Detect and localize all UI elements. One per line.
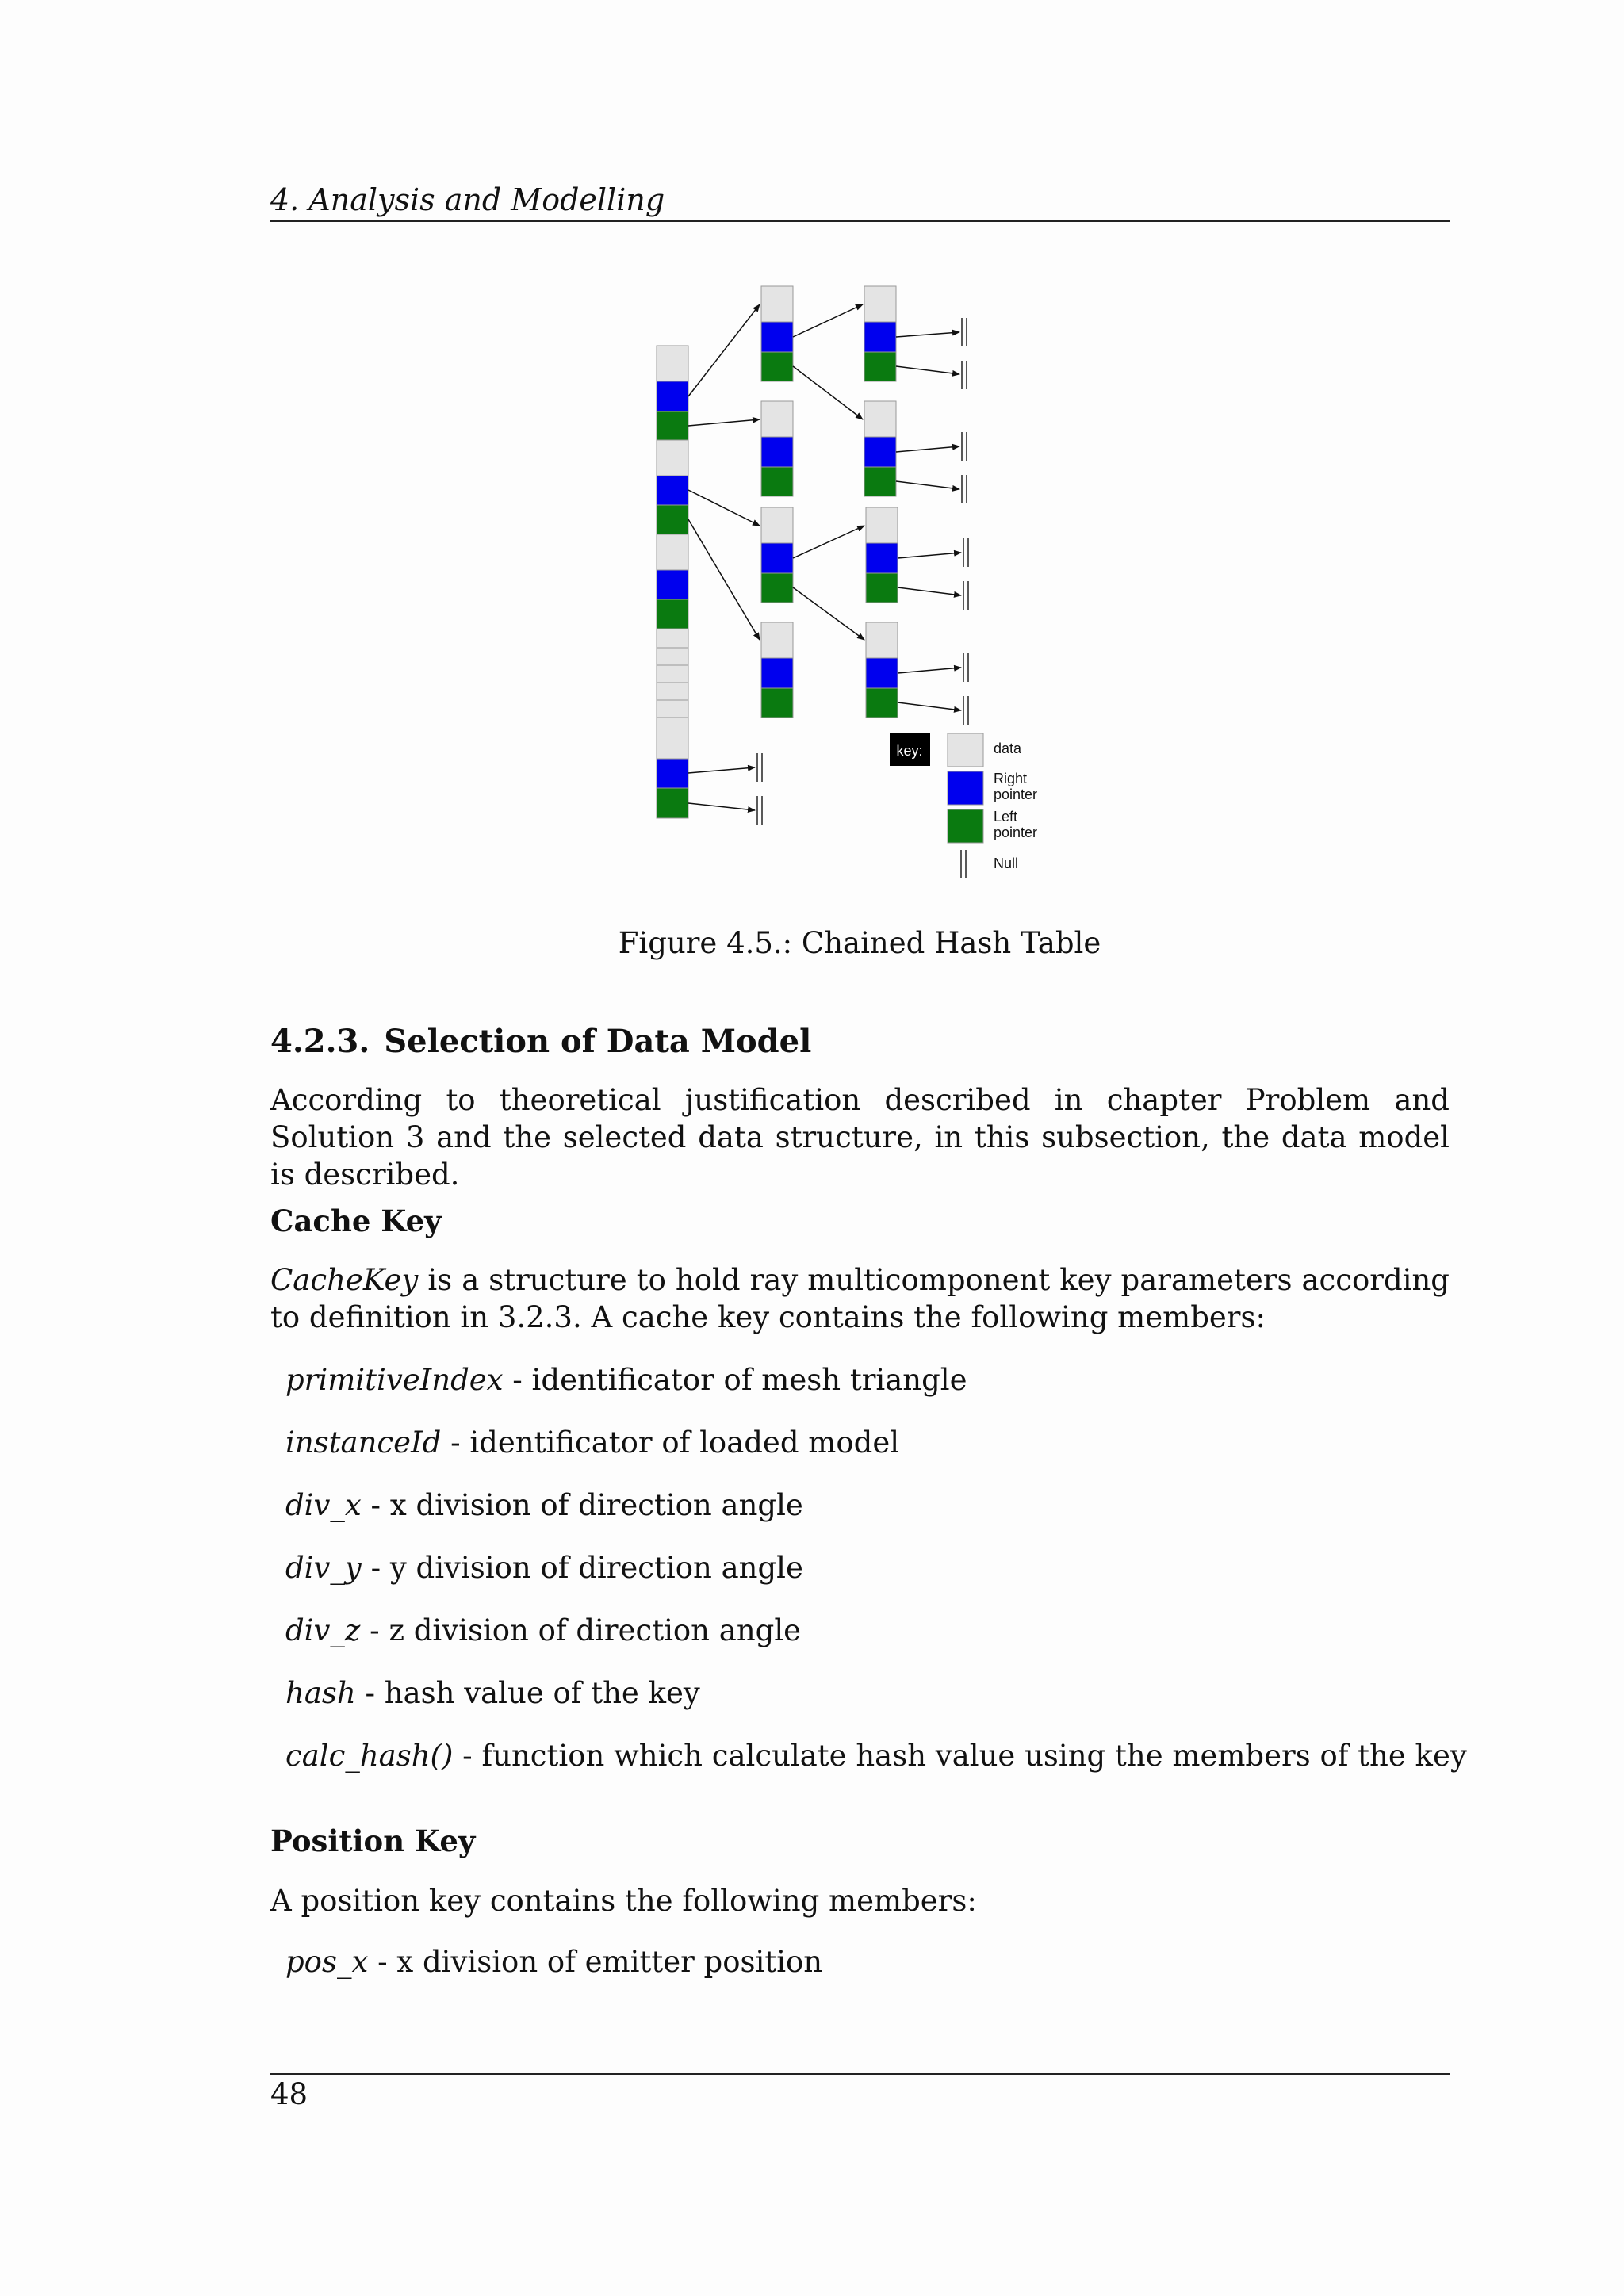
member-item — [285, 1945, 822, 1979]
legend-null-label: Null — [994, 855, 1019, 871]
figure-caption: Figure 4.5.: Chained Hash Table — [618, 926, 1101, 960]
member-symbol: div_z — [285, 1613, 361, 1647]
member-desc: - z division of direction angle — [360, 1613, 802, 1647]
bucket-right-pointer-cell — [657, 570, 688, 599]
member-symbol: primitiveIndex — [285, 1363, 504, 1397]
member-desc: - function which calculate hash value using the members of the key — [453, 1739, 1467, 1773]
cache-key-intro-text: is a structure to hold ray multicomponent key parameters according to definition in 3.2.3. A cache key contains the following members: — [270, 1263, 1450, 1334]
page-number: 48 — [270, 2077, 308, 2111]
member-desc: - x division of direction angle — [361, 1488, 803, 1522]
bucket-left-pointer-cell — [657, 788, 688, 818]
tree-node — [864, 286, 896, 381]
tree-node — [761, 286, 793, 381]
figure-chained-hash-table — [0, 0, 1624, 904]
legend-null-symbol — [961, 850, 966, 878]
member-symbol: pos_x — [285, 1945, 369, 1979]
bucket-data-cell — [657, 718, 688, 759]
cache-key-intro — [270, 1261, 1450, 1336]
member-desc: - hash value of the key — [355, 1676, 700, 1710]
position-key-intro: A position key contains the following members: — [270, 1884, 977, 1918]
cache-key-heading: Cache Key — [270, 1203, 442, 1238]
section-number: 4.2.3. — [270, 1023, 370, 1060]
legend-left-label-1: Left — [994, 809, 1018, 825]
bucket-column — [657, 346, 688, 818]
member-symbol: div_y — [285, 1551, 362, 1585]
member-item — [285, 1551, 803, 1585]
bucket-data-cell — [657, 440, 688, 476]
diagram-legend — [890, 733, 1037, 878]
member-desc: - x division of emitter position — [368, 1945, 823, 1979]
legend-data-label: data — [994, 740, 1022, 756]
tree-node — [761, 401, 793, 496]
legend-left-swatch — [948, 809, 983, 843]
member-desc: - identificator of loaded model — [441, 1425, 900, 1460]
bucket-empty-cell — [657, 665, 688, 683]
bucket-right-pointer-cell — [657, 381, 688, 411]
bucket-data-cell — [657, 534, 688, 570]
legend-left-label-2: pointer — [994, 825, 1038, 840]
bucket-empty-cell — [657, 629, 688, 648]
member-symbol: instanceId — [285, 1425, 442, 1460]
bucket-right-pointer-cell — [657, 759, 688, 788]
bucket-empty-cell — [657, 683, 688, 700]
member-symbol: hash — [285, 1676, 356, 1710]
tree-node — [866, 507, 898, 603]
cache-key-symbol: CacheKey — [270, 1263, 419, 1297]
legend-right-swatch — [948, 771, 983, 805]
member-item — [285, 1613, 801, 1647]
bucket-left-pointer-cell — [657, 599, 688, 629]
bucket-left-pointer-cell — [657, 505, 688, 534]
bucket-left-pointer-cell — [657, 411, 688, 440]
tree-node — [864, 401, 896, 496]
legend-data-swatch — [948, 733, 983, 767]
member-symbol: calc_hash() — [285, 1739, 454, 1773]
bucket-right-pointer-cell — [657, 476, 688, 505]
position-key-heading: Position Key — [270, 1823, 476, 1858]
bucket-empty-cell — [657, 648, 688, 665]
section-title: Selection of Data Model — [384, 1023, 812, 1060]
section-intro: According to theoretical justification described in chapter Problem and Solution 3 and the selected data structure, in this subsection, the data model is described. — [270, 1083, 1450, 1192]
member-item — [285, 1425, 899, 1460]
hash-table-diagram — [0, 0, 1624, 904]
key-badge-label: key: — [896, 743, 923, 759]
member-desc: - y division of direction angle — [361, 1551, 803, 1585]
footer-rule — [270, 2073, 1450, 2075]
member-item — [285, 1676, 700, 1710]
bucket-empty-cell — [657, 700, 688, 718]
member-symbol: div_x — [285, 1488, 362, 1522]
tree-node — [866, 622, 898, 718]
legend-right-label-1: Right — [994, 771, 1028, 786]
section-heading — [270, 1023, 811, 1060]
member-desc: - identificator of mesh triangle — [503, 1363, 967, 1397]
legend-right-label-2: pointer — [994, 786, 1038, 802]
bucket-data-cell — [657, 346, 688, 381]
member-item — [285, 1363, 967, 1397]
running-head: 4. Analysis and Modelling — [270, 181, 1450, 222]
member-item — [285, 1739, 1467, 1773]
tree-node — [761, 622, 793, 718]
tree-node — [761, 507, 793, 603]
member-item — [285, 1488, 803, 1522]
